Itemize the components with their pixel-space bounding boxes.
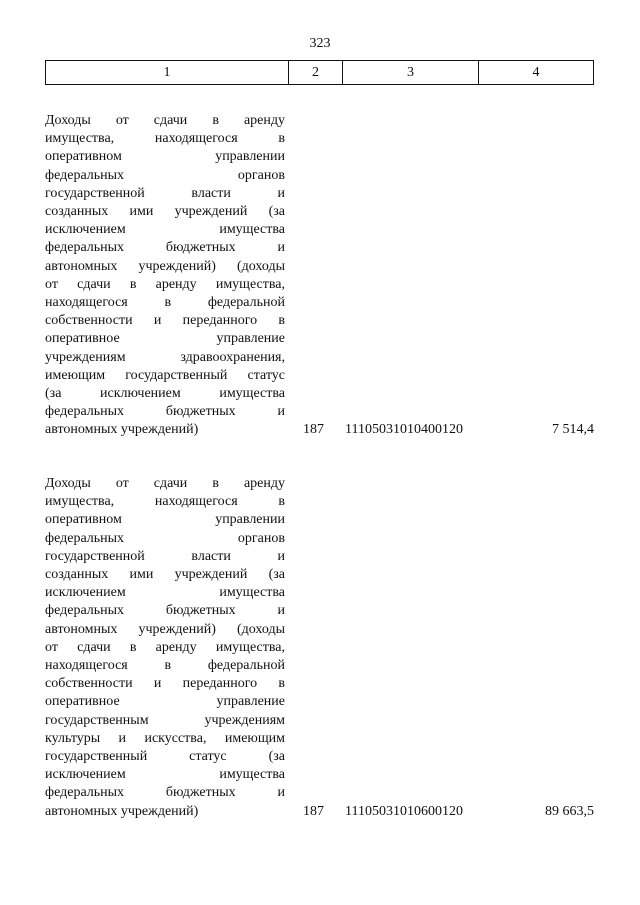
- description-line: государственный статус (за: [45, 749, 285, 765]
- header-col-4: 4: [532, 64, 540, 80]
- description-line: автономных учреждений): [45, 803, 199, 819]
- description-line: находящегося в федеральной: [45, 295, 285, 311]
- description-line: федеральных бюджетных и: [45, 603, 285, 619]
- description-line: исключением имущества: [45, 222, 285, 238]
- row-description: [45, 112, 285, 440]
- description-line: от сдачи в аренду имущества,: [45, 276, 285, 292]
- description-line: федеральных бюджетных и: [45, 785, 285, 801]
- description-line: учреждениям здравоохранения,: [45, 349, 285, 365]
- description-line: Доходы от сдачи в аренду: [45, 113, 285, 128]
- description-line: собственности и переданного в: [45, 313, 285, 329]
- row-kbk: 11105031010400120: [345, 422, 463, 438]
- description-line: федеральных бюджетных и: [45, 240, 285, 256]
- row-description: [45, 475, 285, 821]
- description-line: имущества, находящегося в: [45, 494, 285, 510]
- description-line: имущества, находящегося в: [45, 131, 285, 147]
- description-line: государственным учреждениям: [45, 712, 285, 728]
- row-amount: 7 514,4: [552, 422, 594, 438]
- table-row: [45, 112, 594, 440]
- table-header: [45, 60, 594, 85]
- header-col-2: 2: [289, 61, 343, 84]
- description-line: находящегося в федеральной: [45, 658, 285, 674]
- header-col-3: 3: [343, 61, 479, 84]
- description-line: федеральных органов: [45, 167, 285, 183]
- description-line: исключением имущества: [45, 767, 285, 783]
- description-line: от сдачи в аренду имущества,: [45, 639, 285, 655]
- description-line: исключением имущества: [45, 585, 285, 601]
- description-line: (за исключением имущества: [45, 386, 285, 402]
- description-line: автономных учреждений) (доходы: [45, 258, 285, 274]
- table-row: [45, 475, 594, 821]
- row-amount: 89 663,5: [545, 803, 594, 819]
- description-line: федеральных органов: [45, 530, 285, 546]
- description-line: автономных учреждений) (доходы: [45, 621, 285, 637]
- description-line: государственной власти и: [45, 548, 285, 564]
- row-code: 187: [303, 422, 324, 438]
- row-code: 187: [303, 803, 324, 819]
- header-col-1: 1: [46, 61, 289, 84]
- row-kbk: 11105031010600120: [345, 803, 463, 819]
- description-line: государственной власти и: [45, 185, 285, 201]
- description-line: культуры и искусства, имеющим: [45, 730, 285, 746]
- description-line: федеральных бюджетных и: [45, 404, 285, 420]
- description-line: имеющим государственный статус: [45, 367, 285, 383]
- description-line: созданных ими учреждений (за: [45, 567, 285, 583]
- description-line: собственности и переданного в: [45, 676, 285, 692]
- description-line: оперативное управление: [45, 694, 285, 710]
- description-line: Доходы от сдачи в аренду: [45, 476, 285, 491]
- description-line: созданных ими учреждений (за: [45, 204, 285, 220]
- description-line: автономных учреждений): [45, 422, 199, 438]
- description-line: оперативном управлении: [45, 149, 285, 165]
- description-line: оперативном управлении: [45, 512, 285, 528]
- page-number: 323: [309, 36, 331, 51]
- description-line: оперативное управление: [45, 331, 285, 347]
